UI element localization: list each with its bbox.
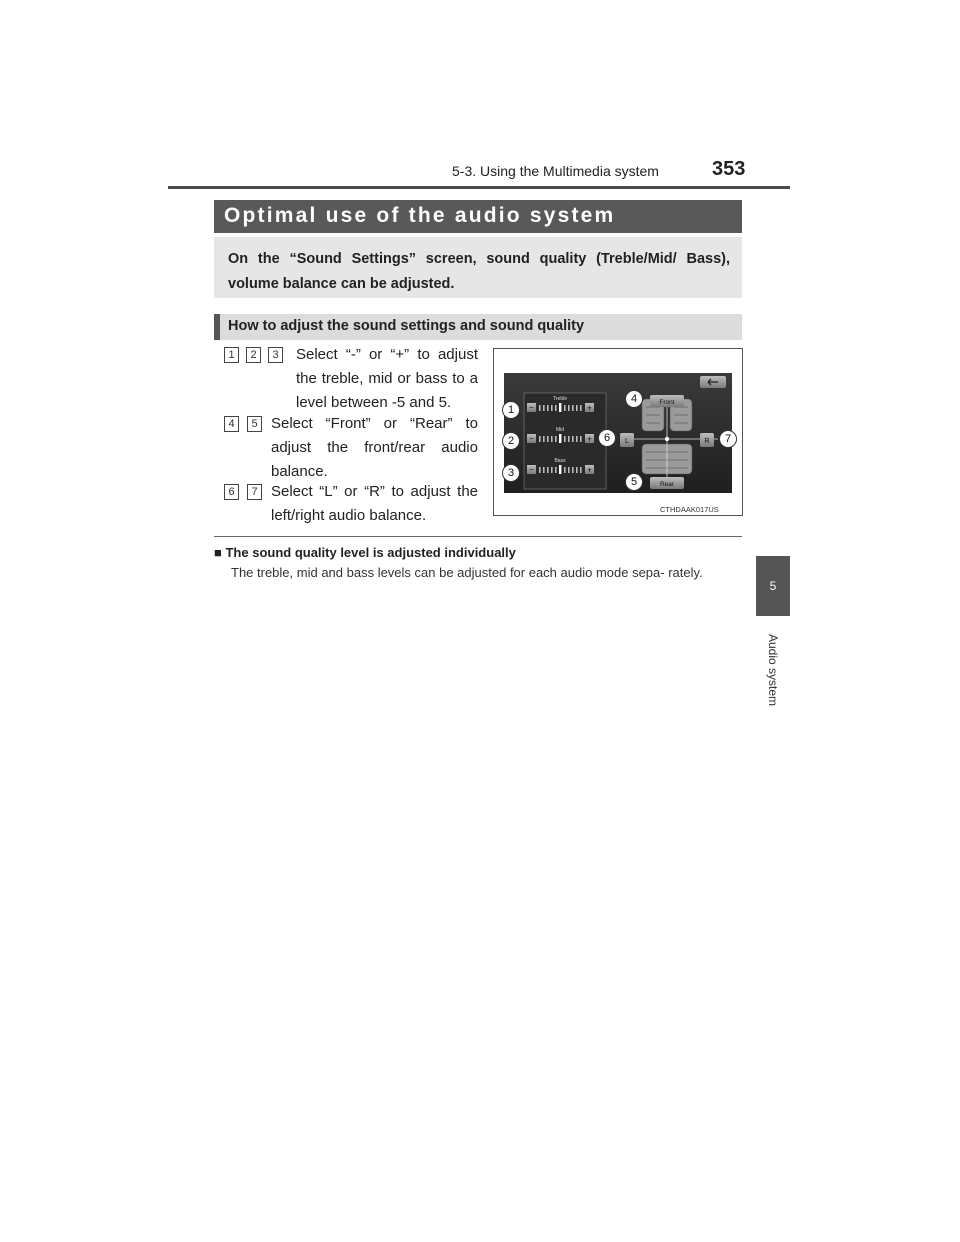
callout-5: 5 [625,473,643,491]
callout-3: 3 [502,464,520,482]
mid-label: Mid [555,427,565,433]
note-heading [214,545,516,560]
subheader-text: How to adjust the sound settings and sound quality [228,318,585,334]
step-text-3: Select “L” or “R” to adjust the left/right audio balance. [271,483,478,524]
note-rule [214,536,742,537]
intro-text: On the “Sound Settings” screen, sound quality (Treble/Mid/ Bass), volume balance can be adjusted. [228,251,730,292]
step-number-4: 4 [224,416,239,432]
treble-label: Treble [553,396,567,402]
sound-settings-screen [494,349,742,515]
step-text-2: Select “Front” or “Rear” to adjust the front/rear audio balance. [271,415,478,480]
bass-minus-label: − [529,465,534,474]
callout-7: 7 [719,430,737,448]
mid-minus-label: − [529,434,534,443]
note-bullet: ■ [214,545,222,560]
bass-plus-label: + [587,465,592,475]
callout-6: 6 [598,429,616,447]
header-rule [168,186,790,189]
mid-plus-label: + [587,434,592,444]
mid-slider-thumb [559,434,561,443]
left-button-label: L [625,438,629,445]
note-heading-text: The sound quality level is adjusted individually [225,545,516,560]
callout-1: 1 [502,401,520,419]
chapter-tab [756,556,790,616]
section-title: 5-3. Using the Multimedia system [452,163,659,179]
callout-4: 4 [625,390,643,408]
step-number-5: 5 [247,416,262,432]
front-button-label: Front [659,399,675,406]
step-number-3: 3 [268,347,283,363]
treble-plus-label: + [587,403,592,413]
subheader-accent [214,314,220,340]
chapter-label: Audio system [766,633,780,707]
callout-2: 2 [502,432,520,450]
note-body: The treble, mid and bass levels can be adjusted for each audio mode sepa- rately. [231,565,703,580]
page-title: Optimal use of the audio system [224,204,616,227]
balance-marker[interactable] [665,437,669,441]
step-number-6: 6 [224,484,239,500]
step-text-1: Select “-” or “+” to adjust the treble, mid or bass to a level between -5 and 5. [296,346,478,411]
step-number-2: 2 [246,347,261,363]
figure-caption: CTHDAAK017US [660,505,719,514]
right-button-label: R [704,438,710,445]
rear-button-label: Rear [659,481,675,488]
treble-slider-thumb [559,403,561,412]
bass-label: Bass [554,458,566,464]
chapter-number: 5 [769,579,777,593]
bass-slider-thumb [559,465,561,474]
step-number-1: 1 [224,347,239,363]
page-number: 353 [712,158,746,180]
step-number-7: 7 [247,484,262,500]
treble-minus-label: − [529,403,534,412]
